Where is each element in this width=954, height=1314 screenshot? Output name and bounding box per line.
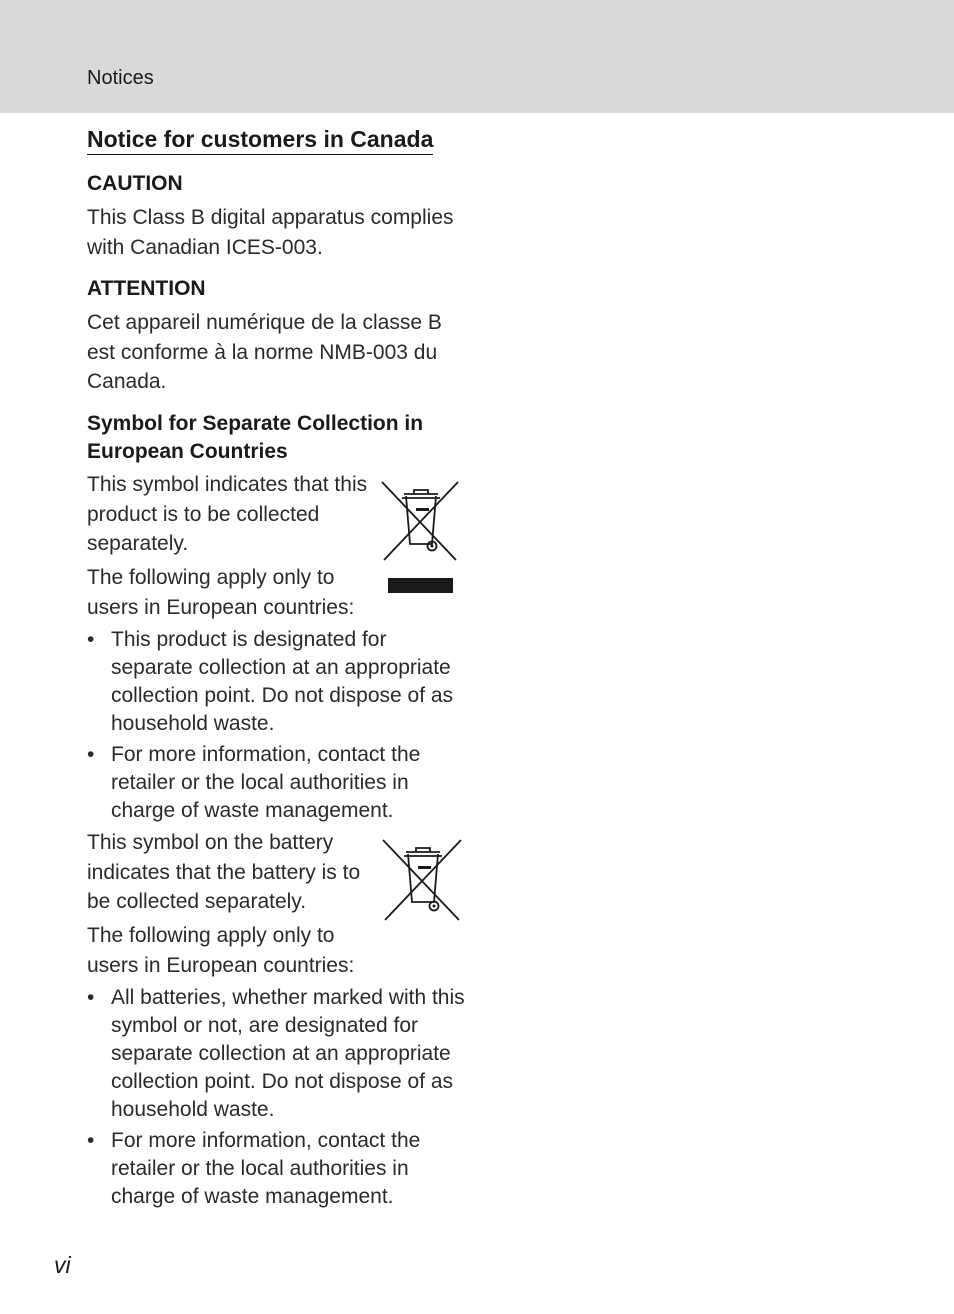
apply-text: The following apply only to users in European countries: — [87, 566, 355, 619]
section-title-canada: Notice for customers in Canada — [87, 124, 433, 155]
attention-heading: ATTENTION — [87, 277, 206, 300]
list-item: • For more information, contact the retailer or the local authorities in charge of waste management. — [87, 743, 421, 822]
list-item: • This product is designated for separate collection at an appropriate collection point. Do not dispose of as household waste. — [87, 628, 454, 735]
eu-heading-line2: European Countries — [87, 440, 288, 463]
crossed-out-wheelie-bin-icon — [380, 480, 462, 598]
battery-symbol-text: This symbol on the battery indicates that the battery is to be collected separately. — [87, 831, 361, 913]
caution-heading: CAUTION — [87, 172, 183, 195]
attention-text: Cet appareil numérique de la classe B est conforme à la norme NMB-003 du Canada. — [87, 311, 442, 393]
header-band — [0, 0, 954, 113]
battery-bullet-list — [87, 984, 467, 1214]
page-number: vi — [54, 1252, 71, 1278]
running-head: Notices — [87, 67, 154, 89]
battery-apply-text: The following apply only to users in European countries: — [87, 924, 355, 977]
eu-heading-line1: Symbol for Separate Collection in — [87, 412, 424, 435]
list-item: • For more information, contact the retailer or the local authorities in charge of waste management. — [87, 1129, 421, 1208]
list-item: • All batteries, whether marked with this symbol or not, are designated for separate collection at an appropriate collection point. Do not dispose of as household waste. — [87, 986, 465, 1121]
symbol-text: This symbol indicates that this product is to be collected separately. — [87, 473, 368, 555]
caution-text: This Class B digital apparatus complies with Canadian ICES-003. — [87, 206, 454, 259]
battery-crossed-out-bin-icon — [381, 838, 463, 922]
eu-bullet-list — [87, 626, 467, 828]
